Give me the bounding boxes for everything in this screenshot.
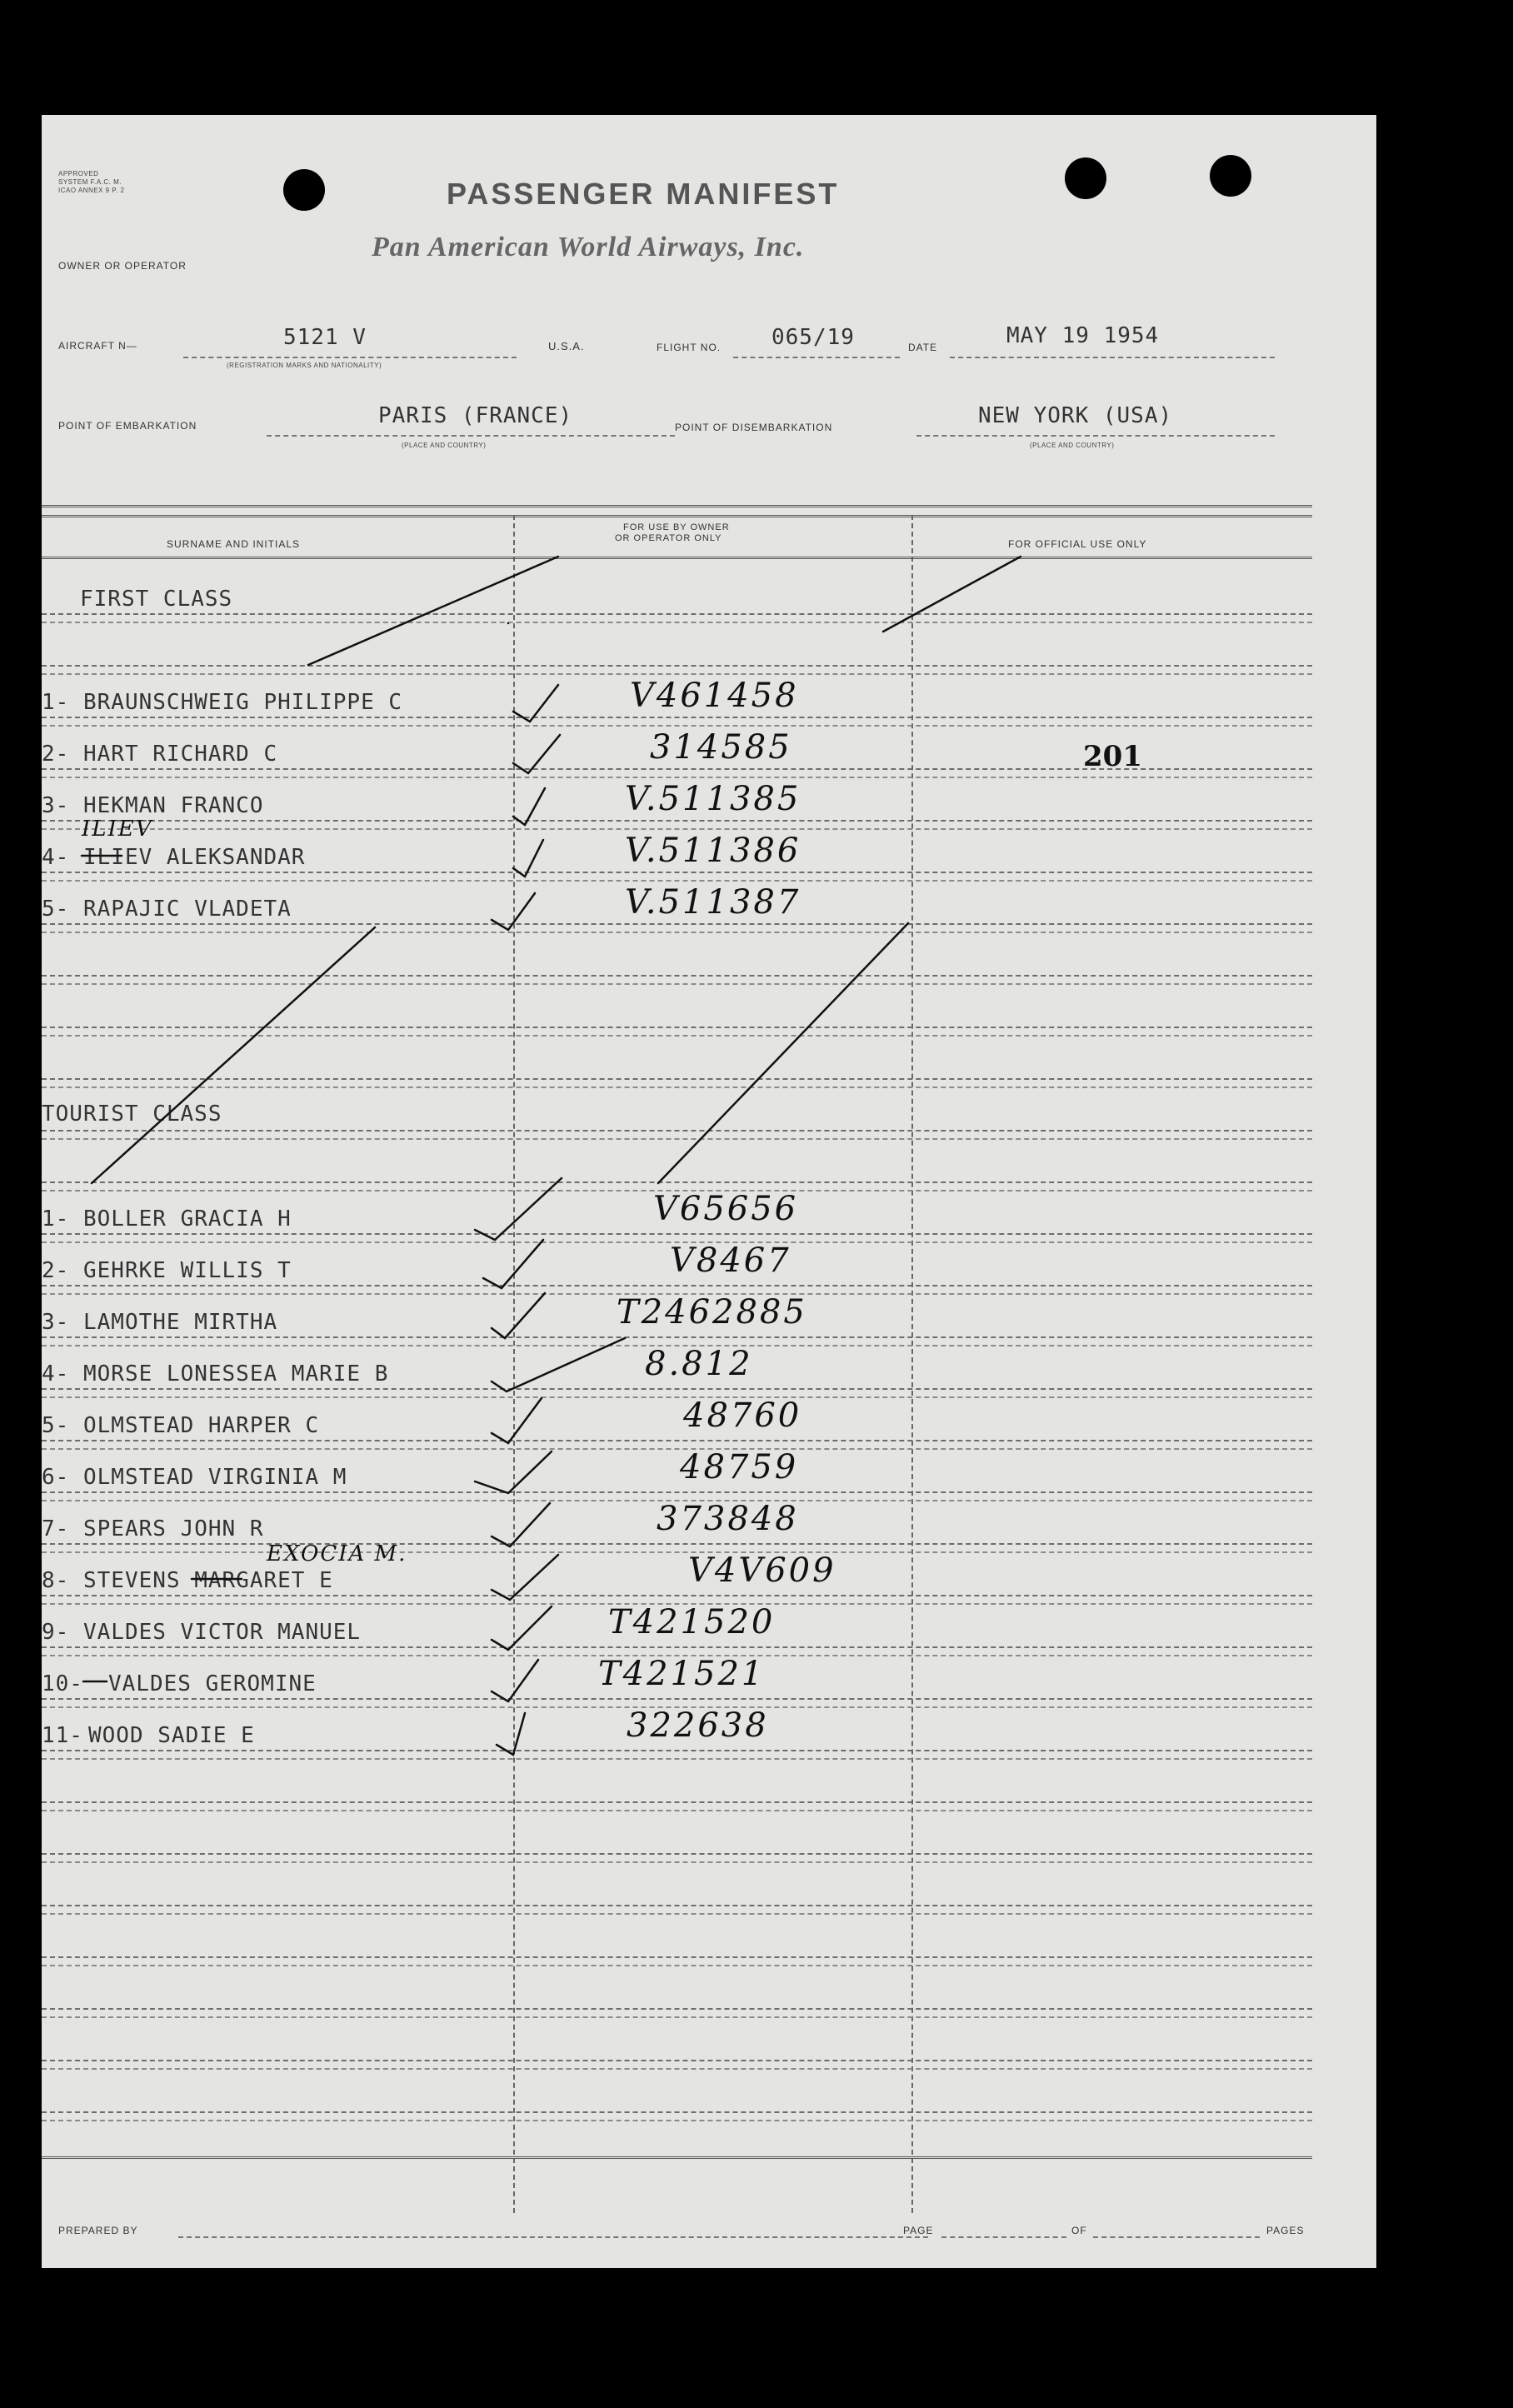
disembark-sublabel: (PLACE AND COUNTRY)	[1030, 442, 1115, 449]
disembark-value: NEW YORK (USA)	[978, 403, 1173, 428]
ticket-number: V4V609	[688, 1551, 836, 1590]
ticket-number: 322638	[627, 1706, 769, 1745]
approval-line: ICAO ANNEX 9 P. 2	[58, 187, 125, 194]
ticket-number: V65656	[653, 1190, 799, 1228]
passenger-name: ILIEV ALEKSANDAR	[83, 845, 306, 870]
passenger-name: VALDES VICTOR MANUEL	[83, 1620, 362, 1645]
form-title: PASSENGER MANIFEST	[447, 177, 840, 211]
passenger-name: OLMSTEAD VIRGINIA M	[83, 1465, 347, 1490]
void-slash-mark	[883, 557, 1021, 632]
official-stamp: 201	[1083, 740, 1142, 773]
embark-sublabel: (PLACE AND COUNTRY)	[402, 442, 487, 449]
void-slash-mark	[308, 557, 558, 665]
airline-name: Pan American World Airways, Inc.	[372, 232, 805, 262]
passenger-name: MORSE LONESSEA MARIE B	[83, 1361, 389, 1386]
of-underline	[1093, 2236, 1260, 2238]
passenger-name: VALDES GEROMINE	[108, 1671, 317, 1696]
ticket-number: 48760	[683, 1396, 802, 1435]
checkmark-icon	[497, 1713, 525, 1755]
ticket-number: 8.812	[645, 1345, 753, 1383]
void-slash-mark	[92, 927, 375, 1183]
passenger-number: 6-	[42, 1465, 70, 1490]
aircraft-value: 5121 V	[283, 325, 367, 350]
ticket-number: T421521	[598, 1655, 766, 1693]
checkmark-icon	[492, 1338, 625, 1391]
ticket-number: V.511386	[625, 832, 801, 870]
passenger-number: 9-	[42, 1620, 70, 1645]
passenger-number: 4-	[42, 845, 70, 870]
ticket-number: 48759	[680, 1448, 799, 1486]
handwritten-marks	[42, 115, 1376, 2268]
approval-line: APPROVED	[58, 170, 99, 177]
passenger-number: 5-	[42, 1413, 70, 1438]
owner-label: OWNER OR OPERATOR	[58, 260, 187, 272]
ticket-number: T421520	[608, 1603, 776, 1641]
checkmark-icon	[475, 1178, 562, 1240]
ticket-number: 314585	[650, 728, 792, 767]
checkmark-icon	[492, 1503, 550, 1546]
aircraft-sublabel: (REGISTRATION MARKS AND NATIONALITY)	[227, 362, 382, 369]
passenger-number: 8-	[42, 1568, 70, 1593]
passenger-number: 1-	[42, 690, 70, 715]
ticket-number: V8467	[670, 1241, 791, 1280]
passenger-name: BOLLER GRACIA H	[83, 1206, 292, 1231]
passenger-name: HART RICHARD C	[83, 742, 278, 767]
passenger-number: 4-	[42, 1361, 70, 1386]
owner-use-column-header: OR OPERATOR ONLY	[615, 533, 722, 543]
first-class-heading: FIRST CLASS	[80, 587, 233, 612]
ticket-number: V.511385	[625, 780, 801, 818]
checkmark-icon	[513, 788, 545, 825]
checkmark-icon	[492, 1293, 545, 1338]
name-correction: EXOCIA M.	[267, 1541, 407, 1566]
checkmark-icon	[492, 1398, 542, 1443]
passenger-name: OLMSTEAD HARPER C	[83, 1413, 320, 1438]
passenger-name: BRAUNSCHWEIG PHILIPPE C	[83, 690, 403, 715]
manifest-sheet	[42, 115, 1376, 2268]
passenger-number: 3-	[42, 793, 70, 818]
passenger-name: STEVENS MARGARET E	[83, 1568, 333, 1593]
flight-label: FLIGHT NO.	[657, 342, 722, 353]
passenger-name: SPEARS JOHN R	[83, 1516, 264, 1541]
checkmark-icon	[483, 1240, 543, 1288]
approval-line: SYSTEM F.A.C. M.	[58, 178, 122, 186]
checkmark-icon	[513, 840, 543, 877]
official-use-column-header: FOR OFFICIAL USE ONLY	[1008, 538, 1147, 550]
ticket-number: V.511387	[625, 883, 801, 922]
of-label: OF	[1071, 2225, 1087, 2236]
passenger-name: RAPAJIC VLADETA	[83, 897, 292, 922]
prepared-by-underline	[178, 2236, 928, 2238]
footer-rule	[42, 2156, 1312, 2161]
void-slash-mark	[658, 923, 908, 1183]
checkmark-icon	[492, 1606, 552, 1650]
passenger-number: 3-	[42, 1310, 70, 1335]
passenger-number: 2-	[42, 1258, 70, 1283]
passenger-name: GEHRKE WILLIS T	[83, 1258, 292, 1283]
date-label: DATE	[908, 342, 938, 353]
checkmark-icon	[492, 893, 535, 930]
ticket-number: T2462885	[617, 1293, 807, 1331]
owner-use-column-header: FOR USE BY OWNER	[623, 522, 730, 532]
passenger-number: 5-	[42, 897, 70, 922]
page-label: PAGE	[903, 2225, 934, 2236]
ticket-number: V461458	[630, 677, 799, 715]
prepared-by-label: PREPARED BY	[58, 2225, 138, 2236]
tourist-class-heading: TOURIST CLASS	[42, 1102, 222, 1127]
embark-value: PARIS (FRANCE)	[378, 403, 573, 428]
passenger-name: LAMOTHE MIRTHA	[83, 1310, 278, 1335]
checkmark-icon	[513, 735, 560, 773]
passenger-name: HEKMAN FRANCO	[83, 793, 264, 818]
date-value: MAY 19 1954	[1006, 323, 1160, 348]
disembark-label: POINT OF DISEMBARKATION	[675, 422, 833, 433]
embark-label: POINT OF EMBARKATION	[58, 420, 197, 432]
surname-column-header: SURNAME AND INITIALS	[167, 538, 301, 550]
passenger-number: 2-	[42, 742, 70, 767]
checkmark-icon	[475, 1451, 552, 1493]
checkmark-icon	[492, 1660, 538, 1701]
aircraft-label: AIRCRAFT N—	[58, 340, 137, 352]
flight-value: 065/19	[771, 325, 855, 350]
name-correction: ILIEV	[82, 817, 153, 842]
passenger-number: 10-	[42, 1671, 83, 1696]
passenger-number: 11-	[42, 1723, 83, 1748]
passenger-number: 1-	[42, 1206, 70, 1231]
ticket-number: 373848	[657, 1500, 799, 1538]
checkmark-icon	[492, 1555, 558, 1600]
pages-label: PAGES	[1266, 2225, 1305, 2236]
passenger-number: 7-	[42, 1516, 70, 1541]
passenger-name: WOOD SADIE E	[88, 1723, 255, 1748]
checkmark-icon	[513, 685, 558, 722]
usa-label: U.S.A.	[548, 340, 585, 352]
page-underline	[941, 2236, 1066, 2238]
